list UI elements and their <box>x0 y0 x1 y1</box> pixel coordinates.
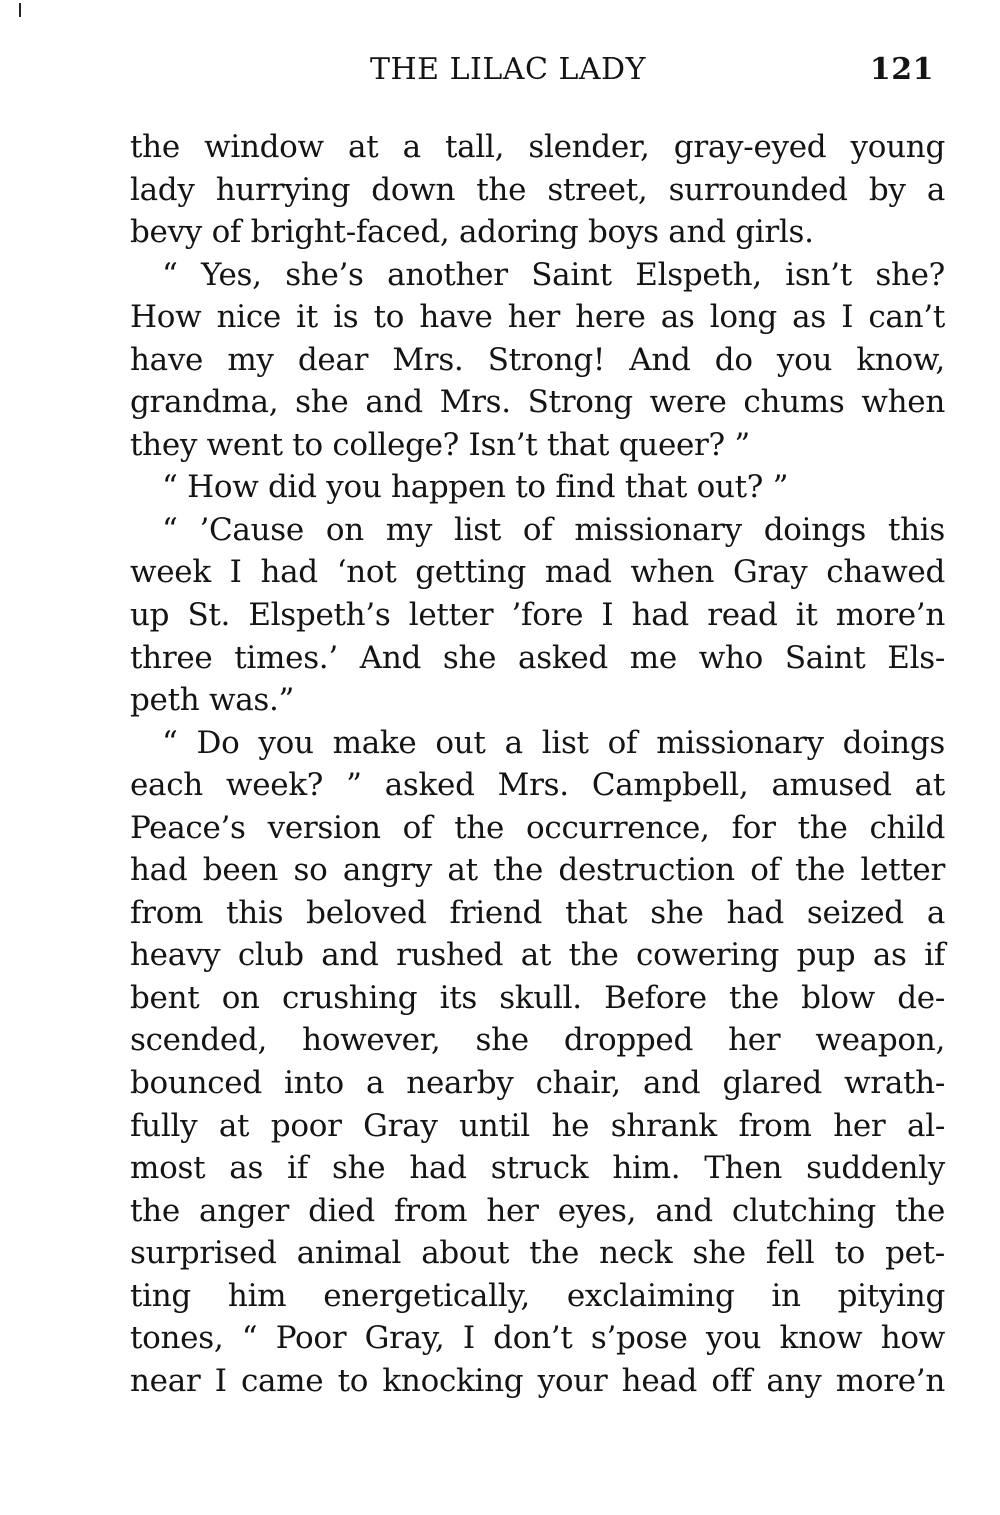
text-line: bevy of bright-faced, adoring boys and girls. <box>130 214 814 251</box>
text-line: “ How did you happen to find that out? ” <box>162 469 789 506</box>
text-line: ting him energetically, exclaiming in pitying <box>130 1277 945 1314</box>
text-line: near I came to knocking your head off any more’n <box>130 1362 945 1399</box>
text-line: fully at poor Gray until he shrank from her al- <box>130 1107 945 1144</box>
text-line: lady hurrying down the street, surrounded by a <box>130 171 945 208</box>
text-line: had been so angry at the destruction of the letter <box>130 852 945 889</box>
text-line: peth was.” <box>130 682 295 719</box>
text-line: have my dear Mrs. Strong! And do you know, <box>130 341 945 378</box>
text-line: bounced into a nearby chair, and glared wrath- <box>130 1065 945 1102</box>
text-line: “ Do you make out a list of missionary doings <box>162 724 945 761</box>
text-line: each week? ” asked Mrs. Campbell, amused at <box>130 767 945 804</box>
body-text <box>130 126 945 1402</box>
scan-mark <box>19 3 21 17</box>
text-line: the anger died from her eyes, and clutching the <box>130 1192 945 1229</box>
text-line: How nice it is to have her here as long as I can’t <box>130 299 945 336</box>
running-title: THE LILAC LADY <box>370 52 646 87</box>
text-line: “ ’Cause on my list of missionary doings this <box>162 511 945 548</box>
text-line: most as if she had struck him. Then suddenly <box>130 1150 945 1187</box>
text-line: week I had ‘not getting mad when Gray chawed <box>130 554 945 591</box>
text-line: the window at a tall, slender, gray-eyed young <box>130 129 945 165</box>
running-header <box>0 50 1000 90</box>
text-line: from this beloved friend that she had seized a <box>130 894 945 931</box>
text-line: surprised animal about the neck she fell to pet- <box>130 1235 945 1272</box>
text-line: they went to college? Isn’t that queer? ” <box>130 426 750 463</box>
text-line: Peace’s version of the occurrence, for the child <box>130 809 945 846</box>
text-line: bent on crushing its skull. Before the blow de- <box>130 979 945 1016</box>
page-number: 121 <box>869 52 934 87</box>
text-line: up St. Elspeth’s letter ’fore I had read it more’n <box>130 597 945 634</box>
text-line: three times.’ And she asked me who Saint Els- <box>130 639 945 676</box>
text-line: scended, however, she dropped her weapon, <box>130 1022 945 1059</box>
text-line: grandma, she and Mrs. Strong were chums when <box>130 384 945 421</box>
text-line: “ Yes, she’s another Saint Elspeth, isn’t she? <box>162 256 945 293</box>
text-line: tones, “ Poor Gray, I don’t s’pose you know how <box>130 1320 945 1357</box>
text-line: heavy club and rushed at the cowering pup as if <box>130 937 945 974</box>
